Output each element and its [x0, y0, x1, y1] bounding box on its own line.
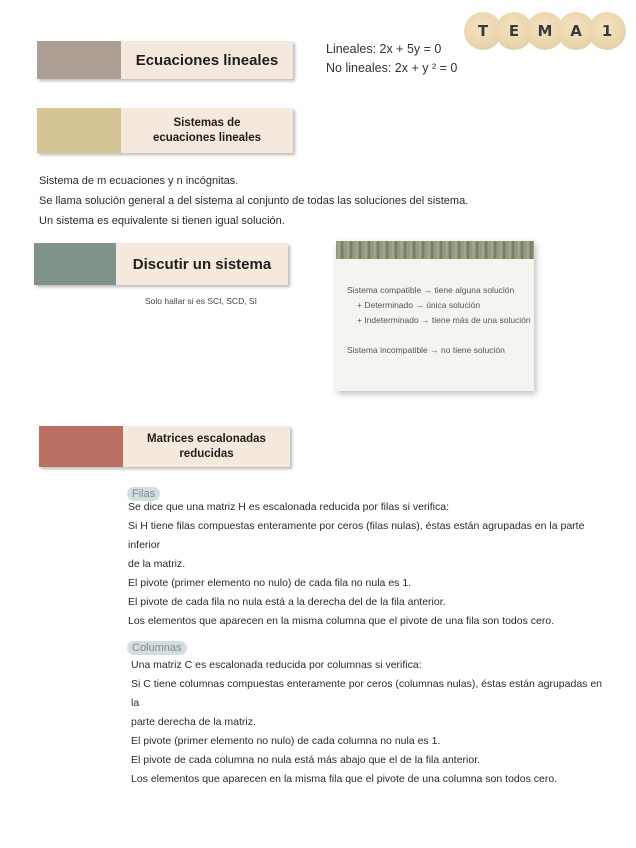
text-line: Se llama solución general a del sistema al conjunto de todas las soluciones del sistema. [39, 195, 469, 207]
text-line: El pivote (primer elemento no nulo) de cada fila no nula es 1. [128, 577, 412, 589]
text-line: El pivote de cada columna no nula está más abajo que el de la fila anterior. [131, 754, 481, 766]
text-line: parte derecha de la matriz. [131, 716, 256, 728]
note-card [336, 241, 534, 391]
text-line: de la matriz. [128, 558, 186, 570]
text-line: Se dice que una matriz H es escalonada reducida por filas si verifica: [128, 501, 449, 513]
filas-text [128, 498, 618, 631]
text-line: Una matriz C es escalonada reducida por columnas si verifica: [131, 659, 422, 671]
card-text [336, 259, 534, 358]
tema-letter: M [526, 12, 564, 50]
text-line: Si H tiene filas compuestas enteramente por ceros (filas nulas), éstas están agrupadas en la parte inferior [128, 520, 585, 551]
text-line: El pivote de cada fila no nula está a la derecha del de la fila anterior. [128, 596, 446, 608]
header-title [123, 426, 290, 467]
tema-letter: T [464, 12, 502, 50]
text-line: Un sistema es equivalente si tienen igual solución. [39, 215, 285, 227]
tema-letter: 1 [588, 12, 626, 50]
columnas-label [127, 638, 187, 656]
tema-letter: A [557, 12, 595, 50]
equation-lineales: Lineales: 2x + 5y = 0 [326, 42, 442, 56]
equation-no-lineales: No lineales: 2x + y ² = 0 [326, 61, 458, 75]
header-discutir [34, 243, 288, 285]
header-matrices [39, 426, 290, 467]
card-texture-strip [336, 241, 534, 259]
discutir-note: Solo hallar si es SCI, SCD, SI [145, 296, 257, 306]
text-line: Los elementos que aparecen en la misma columna que el pivote de una fila son todos cero. [128, 615, 555, 627]
header-title: Ecuaciones lineales [121, 41, 293, 79]
columnas-text [131, 656, 611, 789]
text-line: Si C tiene columnas compuestas enteramente por ceros (columnas nulas), éstas están agrupadas en la [131, 678, 603, 709]
header-title-line: ecuaciones lineales [152, 131, 262, 144]
header-sistemas [37, 108, 293, 153]
card-line: Sistema incompatible → no tiene solución [347, 345, 505, 355]
card-line: + Indeterminado → tiene más de una solución [357, 315, 531, 325]
text-line: Los elementos que aparecen en la misma fila que el pivote de una columna son todos cero. [131, 773, 558, 785]
header-ecuaciones [37, 41, 293, 79]
text-line: El pivote (primer elemento no nulo) de cada columna no nula es 1. [131, 735, 441, 747]
header-swatch [34, 243, 116, 285]
header-title-line: reducidas [179, 447, 234, 460]
card-line: Sistema compatible → tiene alguna solución [347, 285, 515, 295]
header-title-line: Matrices escalonadas [147, 432, 266, 445]
tema-letter: E [495, 12, 533, 50]
card-spacer [347, 328, 534, 343]
header-swatch [37, 108, 121, 153]
header-title: Discutir un sistema [116, 243, 288, 285]
text-line: Sistema de m ecuaciones y n incógnitas. [39, 175, 239, 187]
sistemas-text [39, 171, 468, 231]
header-swatch [39, 426, 123, 467]
tema-badge [464, 12, 626, 54]
header-title-line: Sistemas de [173, 116, 241, 129]
header-swatch [37, 41, 121, 79]
card-line: + Determinado → única solución [357, 300, 481, 310]
filas-pill: Filas [127, 487, 160, 501]
header-title [121, 108, 293, 153]
columnas-pill: Columnas [127, 641, 187, 655]
